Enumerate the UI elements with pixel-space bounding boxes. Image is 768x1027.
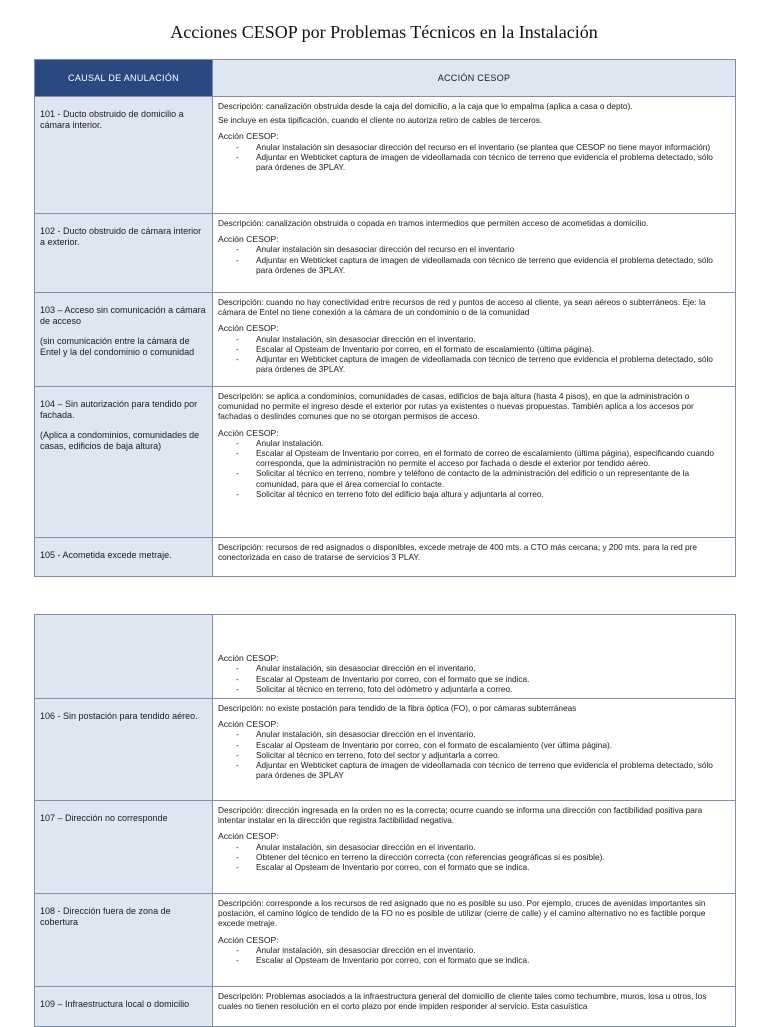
table-row — [35, 538, 736, 577]
cause-cell — [35, 699, 213, 801]
list-item: - Anular instalación, sin desasociar dirección en el inventario. — [256, 334, 729, 344]
description-text: Descripción: recursos de red asignados o disponibles, excede metraje de 400 mts. a CTO más cercana; y 200 mts. para la red pre conectorizada en caso de tratarse de servicios 3 PLAY. — [218, 542, 697, 563]
table-row — [35, 699, 736, 801]
description-text: Descripción: dirección ingresada en la orden no es la correcta; ocurre cuando se informa una dirección con factibilidad positiva para intentar instalar en la dirección que registra factibilidad negativa. — [218, 805, 703, 826]
action-cell — [213, 214, 736, 293]
cause-cell-empty — [35, 615, 213, 699]
list-item: - Adjuntar en Webticket captura de imagen de videollamada con técnico de terreno que evidencia el problema detectado, sólo para órdenes de 3PLAY — [256, 760, 729, 780]
table-row — [35, 801, 736, 894]
action-cell — [213, 699, 736, 801]
cause-text: 104 – Sin autorización para tendido por fachada. — [40, 399, 198, 420]
action-cell — [213, 894, 736, 987]
cause-cell — [35, 387, 213, 538]
actions-table-1 — [34, 59, 736, 577]
description-text: Descripción: canalización obstruida o copada en tramos intermedios que permiten acceso de acometidas a domicilio. — [218, 218, 649, 228]
cause-text: (Aplica a condominios, comunidades de casas, edificios de baja altura) — [40, 430, 200, 451]
list-item: - Anular instalación sin desasociar dirección del recurso en el inventario (se plantea que CESOP no tiene mayor información) — [256, 142, 729, 152]
table-row — [35, 987, 736, 1027]
list-item: - Adjuntar en Webticket captura de imagen de videollamada con técnico de terreno que evidencia el problema detectado, sólo para órdenes de 3PLAY. — [256, 255, 729, 275]
description-text: Descripción: no existe postación para tendido de la fibra óptica (FO), o por cámaras subterráneas — [218, 703, 577, 713]
cause-cell — [35, 293, 213, 387]
list-item: - Anular instalación. — [256, 438, 729, 448]
cause-text: 107 – Dirección no corresponde — [40, 813, 168, 823]
action-list — [218, 334, 729, 375]
list-item: - Escalar al Opsteam de Inventario por correo, con el formato de escalamiento (ver última página). — [256, 740, 729, 750]
cause-text: (sin comunicación entre la cámara de Entel y la del condominio o comunidad — [40, 336, 195, 357]
action-cell — [213, 387, 736, 538]
header-cause: CAUSAL DE ANULACIÓN — [35, 60, 213, 97]
list-item: - Solicitar al técnico en terreno, nombre y teléfono de contacto de la administración del edificio o un representante de la comunidad, para que el área comercial lo contacte. — [256, 468, 729, 488]
action-list — [218, 842, 729, 873]
action-cell — [213, 801, 736, 894]
list-item: - Escalar al Opsteam de Inventario por correo, con el formato que se indica. — [256, 674, 729, 684]
action-cell — [213, 615, 736, 699]
action-label: Acción CESOP: — [218, 653, 279, 664]
list-item: - Anular instalación sin desasociar dirección del recurso en el inventario — [256, 244, 729, 254]
cause-cell — [35, 987, 213, 1027]
action-label: Acción CESOP: — [218, 934, 279, 945]
table-row — [35, 214, 736, 293]
list-item: - Escalar al Opsteam de Inventario por correo, en el formato de escalamiento (última página). — [256, 344, 729, 354]
action-cell — [213, 293, 736, 387]
cause-cell — [35, 801, 213, 894]
description-text: Descripción: canalización obstruida desde la caja del domicilio, a la caja que lo empalma (aplica a casa o depto). — [218, 101, 633, 111]
list-item: - Anular instalación, sin desasociar dirección en el inventario. — [256, 842, 729, 852]
table-row — [35, 97, 736, 214]
list-item: - Anular instalación, sin desasociar dirección en el inventario. — [256, 945, 729, 955]
table-row — [35, 293, 736, 387]
action-list — [218, 142, 729, 173]
actions-table-2 — [34, 614, 736, 1027]
cause-text: 109 – Infraestructura local o domicilio — [40, 999, 190, 1009]
list-item: - Obtener del técnico en terreno la dirección correcta (con referencias geográficas si es posible). — [256, 852, 729, 862]
table-row — [35, 615, 736, 699]
cause-cell — [35, 97, 213, 214]
action-cell — [213, 538, 736, 577]
cause-text: 105 - Acometida excede metraje. — [40, 550, 172, 560]
table-row — [35, 894, 736, 987]
cause-cell — [35, 894, 213, 987]
action-label: Acción CESOP: — [218, 323, 279, 334]
list-item: - Adjuntar en Webticket captura de imagen de videollamada con técnico de terreno que evidencia el problema detectado, sólo para órdenes de 3PLAY. — [256, 152, 729, 172]
cause-cell — [35, 538, 213, 577]
list-item: - Adjuntar en Webticket captura de imagen de videollamada con técnico de terreno que evidencia el problema detectado, sólo para órdenes de 3PLAY. — [256, 354, 729, 374]
action-list — [218, 945, 729, 965]
list-item: - Solicitar al técnico en terreno foto del edificio baja altura y adjuntarla al correo. — [256, 489, 729, 499]
description-text: Descripción: corresponde a los recursos de red asignado que no es posible su uso. Por ejemplo, cruces de avenidas importantes sin postación, el camino lógico de tendido de la FO no es posible de utilizar (cierre de calle) y el camino alternativo no es factible porque excede metraje. — [218, 898, 706, 929]
list-item: - Escalar al Opsteam de Inventario por correo, en el formato de correo de escalamiento (última página), especificando cuando corresponda, que la administración no permite el acceso por fachada o desde el exterior por tendido aéreo. — [256, 448, 729, 468]
cause-text: 103 – Acceso sin comunicación a cámara de acceso — [40, 305, 206, 326]
list-item: - Anular instalación, sin desasociar dirección en el inventario. — [256, 663, 729, 673]
description-text: Descripción: Problemas asociados a la infraestructura general del domicilio de cliente tales como techumbre, muros, losa u otros, los cuales no tienen resolución en el corto plazo por ende impiden responder al servicio. Esta casuística — [218, 991, 707, 1012]
cause-text: 101 - Ducto obstruido de domicilio a cámara interior. — [40, 109, 184, 130]
cause-text: 108 - Dirección fuera de zona de cobertura — [40, 906, 171, 927]
description-text: Descripción: cuando no hay conectividad entre recursos de red y puntos de acceso al cliente, ya sean aéreos o subterráneos. Eje: la cámara de Entel no tiene conexión a la cámara de un condominio o de la comunidad — [218, 297, 706, 318]
list-item: - Anular instalación, sin desasociar dirección en el inventario. — [256, 729, 729, 739]
action-list — [218, 663, 729, 694]
action-cell — [213, 97, 736, 214]
list-item: - Solicitar al técnico en terreno, foto del sector y adjuntarla a correo. — [256, 750, 729, 760]
action-label: Acción CESOP: — [218, 234, 279, 245]
action-label: Acción CESOP: — [218, 719, 279, 730]
list-item: - Escalar al Opsteam de Inventario por correo, con el formato que se indica. — [256, 862, 729, 872]
action-label: Acción CESOP: — [218, 427, 279, 438]
header-action: ACCIÓN CESOP — [213, 60, 736, 97]
cause-cell — [35, 214, 213, 293]
table-row — [35, 387, 736, 538]
action-label: Acción CESOP: — [218, 831, 279, 842]
description-text: Se incluye en esta tipificación, cuando el cliente no autoriza retiro de cables de terceros. — [218, 115, 543, 126]
action-list — [218, 438, 729, 499]
action-cell — [213, 987, 736, 1027]
action-list — [218, 729, 729, 780]
table-header-row — [35, 60, 736, 97]
list-item: - Solicitar al técnico en terreno, foto del odómetro y adjuntarla a correo. — [256, 684, 729, 694]
action-list — [218, 244, 729, 275]
cause-text: 106 - Sin postación para tendido aéreo. — [40, 711, 198, 721]
description-text: Descripción: se aplica a condominios, comunidades de casas, edificios de baja altura (hasta 4 pisos), en que la administración o comunidad no permite el ingreso desde el exterior por rutas ya existentes o nuevas propuestas. También aplica a los accesos por fachadas o deslindes comunes que no se otorgan permisos de acceso. — [218, 391, 694, 422]
list-item: - Escalar al Opsteam de Inventario por correo, con el formato que se indica. — [256, 955, 729, 965]
cause-text: 102 - Ducto obstruido de cámara interior a exterior. — [40, 226, 202, 247]
action-label: Acción CESOP: — [218, 131, 279, 142]
page-title: Acciones CESOP por Problemas Técnicos en la Instalación — [170, 22, 598, 42]
